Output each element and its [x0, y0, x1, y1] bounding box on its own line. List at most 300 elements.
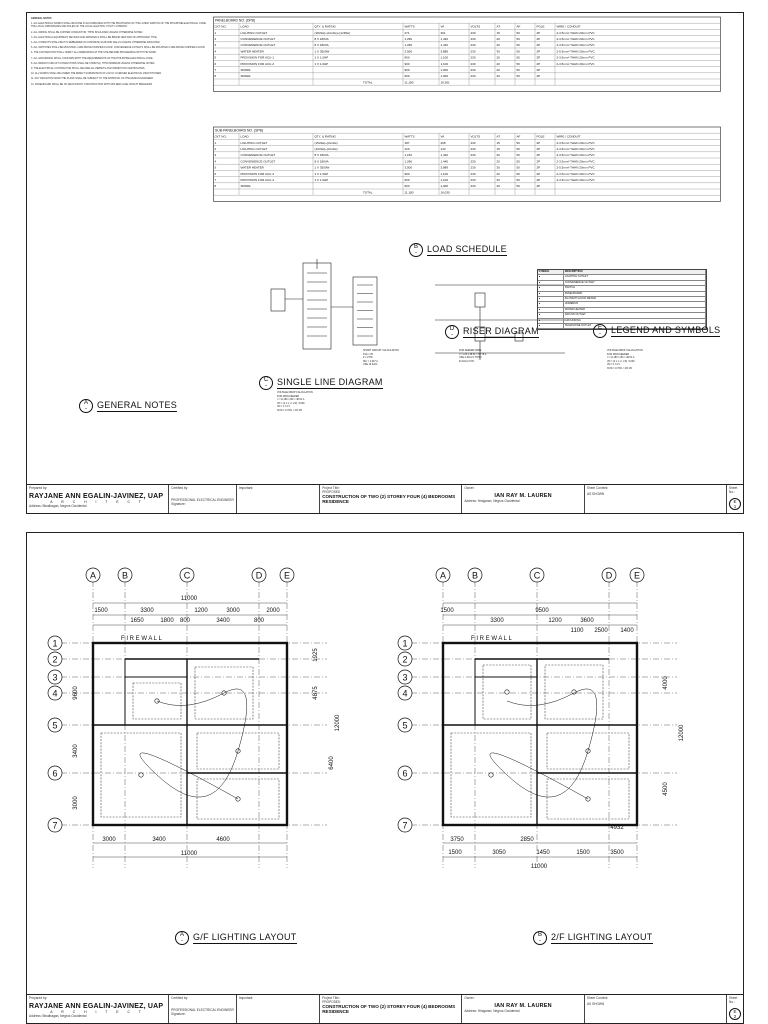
- wiring: [140, 689, 247, 799]
- detail-marker: E -: [593, 324, 607, 338]
- column-header: AT: [496, 134, 501, 139]
- table-cell: 50: [516, 153, 520, 158]
- table-cell: 2P: [536, 165, 541, 170]
- grid-label: B: [471, 570, 479, 581]
- project-label: Project Title:: [322, 486, 340, 490]
- grid-label: 3: [52, 672, 58, 683]
- table-cell: 2-3.5mm² THHN 20mm PVC: [556, 55, 595, 60]
- sf-lighting-plan: [387, 563, 737, 963]
- table-cell: PROVISION FOR ACU-1: [240, 55, 275, 60]
- table-cell: 2-3.5mm² THHN 20mm PVC: [556, 147, 595, 151]
- dim-text: 4875: [313, 686, 319, 700]
- gf-lighting-plan: [37, 563, 387, 963]
- table-cell: 2-3.5mm² THHN 20mm PVC: [556, 61, 595, 66]
- grid-label: 4: [52, 688, 58, 699]
- subpanel-schedule: [214, 127, 721, 201]
- table-cell: 1 X 1.0HP: [314, 171, 329, 176]
- dim-text: 2850: [520, 837, 534, 843]
- legend-cell: ●: [538, 286, 564, 290]
- table-cell: 20: [496, 159, 500, 164]
- column-header: WATTS: [404, 134, 415, 139]
- general-note-item: 2. ALL WIRING SHALL BE COPPER CONDUCTOR, THHN INSULATED UNLESS OTHERWISE NOTED.: [31, 30, 144, 34]
- table-cell: 1,100: [440, 171, 449, 176]
- important-cell: [237, 995, 320, 1023]
- dim-text: 1100: [570, 628, 584, 634]
- table-cell: 2-3.5mm² THHN 20mm PVC: [556, 153, 595, 158]
- detail-marker: B -: [409, 243, 423, 257]
- table-cell: 230: [470, 178, 476, 182]
- sheet-no-cell: [727, 995, 743, 1023]
- table-cell: 2-3.5mm² THHN 20mm PVC: [556, 30, 595, 35]
- dim-text: 4000: [663, 676, 669, 690]
- table-cell: 20: [496, 55, 500, 60]
- column-header: AF: [516, 24, 521, 29]
- column-header: CKT NO.: [214, 24, 227, 29]
- firewall-label: F I R E W A L L: [121, 636, 162, 642]
- table-cell: 5: [214, 55, 217, 60]
- grid-label: 6: [52, 768, 58, 779]
- dim-text: 2500: [594, 628, 608, 634]
- architect-address: Address: Binalbagan, Negros Occidental: [29, 504, 87, 508]
- table-cell: 20: [496, 37, 500, 41]
- table-cell: WATER HEATER: [240, 49, 264, 54]
- lighting-outlet: [139, 773, 143, 777]
- gf-title: G/F LIGHTING LAYOUT: [193, 932, 297, 942]
- dim-text: 3300: [140, 608, 154, 614]
- exterior-wall: [443, 643, 637, 825]
- table-cell: SPARE: [240, 68, 251, 72]
- dim-text: 1925: [313, 648, 319, 662]
- certified-by-cell: [169, 485, 237, 513]
- dim-text: 1500: [94, 608, 108, 614]
- general-notes-caption: [79, 399, 177, 413]
- table-title: SUB-PANELBOARD NO. (SPB): [215, 128, 263, 133]
- general-notes-list: [31, 22, 207, 86]
- project-title-cell: [320, 485, 462, 513]
- table-cell: WATER HEATER: [240, 165, 264, 170]
- table-cell: 1 X 1.0HP: [314, 55, 329, 60]
- table-cell: CONVENIENCE OUTLET: [240, 153, 276, 158]
- important-label: Important:: [238, 486, 254, 490]
- certified-by-cell: [169, 995, 237, 1023]
- table-cell: LIGHTING OUTLET: [240, 140, 268, 145]
- table-cell: 20: [496, 61, 500, 66]
- table-cell: 5: [214, 165, 217, 170]
- table-cell: 8 X 180VA: [314, 153, 329, 158]
- table-cell: 2P: [536, 153, 541, 158]
- sheet-content-label: Sheet Content:: [586, 996, 609, 1000]
- certified-label: Certified by:: [171, 486, 189, 490]
- legend-title: LEGEND AND SYMBOLS: [611, 325, 721, 335]
- table-cell: 3: [214, 43, 217, 48]
- table-cell: 2P: [536, 37, 541, 41]
- grid-label: A: [89, 570, 97, 581]
- legend-cell: GROUNDING: [564, 319, 706, 323]
- legend-cell: ●: [538, 275, 564, 279]
- prepared-by-label: Prepared by:: [29, 996, 48, 1000]
- dim-text: 1500: [440, 608, 454, 614]
- walls: [93, 636, 287, 825]
- sheet-content-value: AS SHOWN: [586, 492, 605, 496]
- prepared-by-label: Prepared by:: [29, 486, 48, 490]
- general-note-item: 1. ALL ELECTRICAL WORKS SHALL BE DONE IN ACCORDANCE WITH THE PROVISIONS OF THE LATEST EDITION OF THE PHILIPPINE ELECTRICAL CODE, THE LOCAL ORDINANCES AND RULES OF THE LOCAL ELECTRIC UTILITY COMPANY.: [31, 22, 207, 29]
- general-note-item: 11. ANY DEVIATION FROM THE PLANS SHALL BE SUBJECT TO THE APPROVAL OF THE DESIGN ENGINEER.: [31, 77, 154, 81]
- table-cell: 8: [214, 184, 217, 189]
- grid-label: D: [255, 570, 263, 581]
- dim-text: 3400: [152, 837, 166, 843]
- prepared-by-cell: [27, 485, 169, 513]
- panelboard-schedule: [214, 17, 721, 91]
- dim-text: 1500: [448, 850, 462, 856]
- column-header: LOAD: [240, 134, 249, 139]
- table-cell: 230: [470, 171, 476, 176]
- project-title: CONSTRUCTION OF TWO (2) STOREY FOUR (4) BEDROOMS RESIDENCE: [322, 494, 456, 504]
- dim-text: 9500: [535, 608, 549, 614]
- sheet-letter: E: [733, 1009, 737, 1014]
- sheet-content-value: AS SHOWN: [586, 1002, 605, 1006]
- table-cell: 8: [214, 74, 217, 79]
- table-cell: 50: [516, 61, 520, 66]
- architect-address: Address: Binalbagan, Negros Occidental: [29, 1014, 87, 1018]
- table-cell: 2-5.5mm² THHN 20mm PVC: [556, 165, 595, 170]
- gf-caption: [175, 931, 297, 945]
- table-cell: 1,000: [440, 68, 449, 72]
- table-cell: 230: [470, 184, 476, 189]
- legend-cell: PANELBOARD: [564, 292, 706, 296]
- table-cell: 1 X 1.0HP: [314, 61, 329, 66]
- table-cell: 230: [470, 147, 476, 151]
- general-notes-heading: GENERAL NOTES: [31, 17, 52, 20]
- table-cell: 2: [214, 37, 217, 41]
- legend-cell: CONVENIENCE OUTLET: [564, 281, 706, 285]
- general-note-item: 7. ALL GROUNDING SHALL CONFORM WITH THE REQUIREMENTS OF THE PHILIPPINE ELECTRICAL CODE.: [31, 56, 154, 60]
- grid-label: 1: [52, 638, 58, 649]
- table-cell: 900: [404, 171, 410, 176]
- table-cell: 900: [404, 74, 410, 79]
- table-cell: 2-3.5mm² THHN 20mm PVC: [556, 178, 595, 182]
- right-dimensions: [313, 648, 341, 770]
- dim-text: 11000: [530, 864, 548, 870]
- side-dimensions: [663, 676, 685, 796]
- table-cell: 143: [440, 147, 446, 151]
- table-cell: 1,440: [440, 159, 449, 164]
- detail-marker: C -: [259, 376, 273, 390]
- dim-text: 3600: [580, 618, 594, 624]
- firewall-label: F I R E W A L L: [471, 636, 512, 642]
- table-cell: 230: [470, 55, 476, 60]
- general-note-item: 8. ALL BRANCH CIRCUIT CONDUCTORS SHALL BE 3.5MM SQ. THHN MINIMUM UNLESS OTHERWISE NOTED.: [31, 61, 155, 65]
- table-cell: (18x9w)+(4x13w)+(1x38w): [314, 30, 351, 35]
- table-cell: 6: [214, 61, 217, 66]
- legend-cell: ●: [538, 302, 564, 306]
- project-sub: PROPOSED: [322, 490, 341, 494]
- detail-marker: B -: [533, 931, 547, 945]
- table-cell: 2P: [536, 147, 541, 151]
- general-note-item: 6. THE CONTRACTOR SHALL VERIFY ALL DIMENSIONS AT THE SITE BEFORE PROCEEDING WITH THE WORK.: [31, 51, 157, 55]
- grid-label: 5: [402, 720, 408, 731]
- sf-caption: [533, 931, 653, 945]
- legend-cell: ●: [538, 308, 564, 312]
- table-cell: 2P: [536, 55, 541, 60]
- sheet-content-label: Sheet Content:: [586, 486, 609, 490]
- table-cell: CONVENIENCE OUTLET: [240, 43, 276, 48]
- table-cell: SPARE: [240, 74, 251, 79]
- table-cell: 1,000: [440, 74, 449, 79]
- total-va: 16,361: [440, 80, 450, 85]
- legend-cell: HOMERUN: [564, 302, 706, 306]
- table-cell: 20: [496, 68, 500, 72]
- important-cell: [237, 485, 320, 513]
- table-cell: 20: [496, 74, 500, 79]
- table-cell: 900: [404, 178, 410, 182]
- table-cell: 30: [496, 49, 500, 54]
- table-cell: 230: [470, 49, 476, 54]
- column-header: QTY. & RATING: [314, 134, 336, 139]
- table-title: PANELBOARD NO. (DPB): [215, 18, 256, 23]
- table-cell: 1,100: [440, 55, 449, 60]
- table-cell: 2P: [536, 171, 541, 176]
- lighting-outlet: [489, 773, 493, 777]
- table-cell: 50: [516, 147, 520, 151]
- table-cell: 20: [496, 178, 500, 182]
- dim-text: 11000: [180, 596, 198, 602]
- owner-address: Address: Hinigaran, Negros Occidental: [464, 499, 520, 503]
- project-title: CONSTRUCTION OF TWO (2) STOREY FOUR (4) BEDROOMS RESIDENCE: [322, 1004, 456, 1014]
- table-cell: 2-3.5mm² THHN 20mm PVC: [556, 159, 595, 164]
- grid-label: A: [439, 570, 447, 581]
- short-circuit-calc: SHORT CIRCUIT CALCULATION KVA = 25 Z = 2.5% ISC = 4,347 A USE 10 KAIC: [363, 349, 399, 367]
- table-cell: 15: [496, 30, 500, 35]
- riser-title: RISER DIAGRAM: [463, 326, 539, 336]
- table-cell: 30: [496, 165, 500, 170]
- certified-label: Certified by:: [171, 996, 189, 1000]
- table-cell: 3,500: [404, 165, 413, 170]
- single-line-title: SINGLE LINE DIAGRAM: [277, 377, 383, 387]
- legend-table: [537, 269, 707, 330]
- table-cell: 230: [470, 74, 476, 79]
- general-note-item: 10. ALL WORKS SHALL BE UNDER THE DIRECT SUPERVISION OF A DULY LICENSED ELECTRICAL PRACTITIONER.: [31, 72, 162, 76]
- table-cell: 7: [214, 178, 217, 182]
- table-cell: 1,440: [440, 43, 449, 48]
- sheet-e2: [26, 532, 744, 1024]
- table-cell: 8 X 180VA: [314, 43, 329, 48]
- legend-cell: SYMBOL: [538, 270, 564, 274]
- table-cell: 15: [496, 147, 500, 151]
- dim-text: 1500: [576, 850, 590, 856]
- dim-text: 9600: [73, 686, 79, 700]
- table-cell: 2P: [536, 74, 541, 79]
- dim-text: 11000: [180, 851, 198, 857]
- owner-label: Owner:: [464, 996, 475, 1000]
- project-sub: PROPOSED: [322, 1000, 341, 1004]
- grid-label: B: [121, 570, 129, 581]
- table-cell: 900: [404, 61, 410, 66]
- sheet-content-cell: [585, 995, 727, 1023]
- architect-title: A R C H I T E C T: [50, 1010, 145, 1014]
- table-cell: 2P: [536, 49, 541, 54]
- owner-name: IAN RAY M. LAUREN: [494, 1003, 552, 1009]
- certified-sub: PROFESSIONAL ELECTRICAL ENGINEER: [171, 498, 234, 502]
- sheet-no-label: Sheet No.:: [729, 996, 738, 1004]
- table-cell: 2P: [536, 30, 541, 35]
- table-cell: 1,296: [404, 37, 413, 41]
- signature-label: Signature:: [171, 502, 186, 506]
- table-cell: 230: [470, 165, 476, 170]
- table-cell: 2P: [536, 178, 541, 182]
- rooms: [101, 667, 279, 819]
- dim-text: 3400: [216, 618, 230, 624]
- table-cell: 1 X 1.0HP: [314, 178, 329, 182]
- table-cell: 50: [516, 165, 520, 170]
- wiring-run: [140, 689, 247, 799]
- table-cell: (10x9w)+(3x13w): [314, 147, 338, 151]
- owner-cell: [462, 485, 585, 513]
- table-cell: 2P: [536, 140, 541, 145]
- column-header: WIRE / CONDUIT: [556, 134, 581, 139]
- general-note-item: 4. ALL CONDUITS SHALL BE PVC EMBEDDED IN CONCRETE SLAB AND WALLS UNLESS OTHERWISE INDICATED.: [31, 41, 161, 45]
- table-cell: 900: [404, 55, 410, 60]
- table-cell: 50: [516, 49, 520, 54]
- owner-label: Owner:: [464, 486, 475, 490]
- owner-address: Address: Hinigaran, Negros Occidental: [464, 1009, 520, 1013]
- table-cell: 3,889: [440, 165, 449, 170]
- prepared-by-cell: [27, 995, 169, 1023]
- total-va: 16,030: [440, 190, 450, 195]
- table-cell: 230: [470, 37, 476, 41]
- table-cell: 50: [516, 30, 520, 35]
- table-cell: 50: [516, 68, 520, 72]
- table-cell: 2P: [536, 68, 541, 72]
- table-cell: 1 X 3500W: [314, 165, 330, 170]
- load-schedule-title: LOAD SCHEDULE: [427, 244, 507, 254]
- grid-label: 7: [52, 820, 58, 831]
- table-cell: 2-3.5mm² THHN 20mm PVC: [556, 37, 595, 41]
- table-cell: 50: [516, 159, 520, 164]
- table-cell: 1: [214, 140, 217, 145]
- title-block: [27, 484, 743, 513]
- architect-name: RAYJANE ANN EGALIN-JAVINEZ, UAP: [29, 493, 164, 500]
- table-cell: 2P: [536, 159, 541, 164]
- general-notes-text: [31, 17, 207, 397]
- table-cell: 1,000: [440, 184, 449, 189]
- grid-label: C: [183, 570, 191, 581]
- dim-text: 3400: [73, 744, 79, 758]
- table-cell: LIGHTING OUTLET: [240, 147, 268, 151]
- dim-text: 1450: [536, 850, 550, 856]
- signature-label: Signature:: [171, 1012, 186, 1016]
- feeder-calc: FOR FEEDER WIRE I = 1.25 x 48.61 = 60.76 A USE 2-30mm² THHN IN 32mm PVC: [459, 349, 487, 363]
- grid-label: 2: [402, 654, 408, 665]
- table-cell: 8 X 180VA: [314, 159, 329, 164]
- table-cell: 2: [214, 147, 217, 151]
- total-label: TOTAL: [363, 190, 373, 195]
- dim-text: 6400: [329, 756, 335, 770]
- table-cell: 50: [516, 140, 520, 145]
- owner-cell: [462, 995, 585, 1023]
- dim-text: 3000: [226, 608, 240, 614]
- table-cell: 1,100: [440, 61, 449, 66]
- general-note-item: 5. ALL SWITCHES SHALL BE MOUNTED 1.40M ABOVE FINISHED FLOOR. CONVENIENCE OUTLETS SHALL BE MOUNTED 0.30M ABOVE FINISHED FLOOR.: [31, 46, 206, 50]
- table-cell: 6: [214, 171, 217, 176]
- riser-caption: [445, 325, 539, 339]
- legend-cell: AIRCON OUTLET: [564, 313, 706, 317]
- legend-cell: ●: [538, 297, 564, 301]
- column-header: CKT NO.: [214, 134, 227, 139]
- grid-label: C: [533, 570, 541, 581]
- table-cell: 2-3.5mm² THHN 20mm PVC: [556, 43, 595, 48]
- column-header: AT: [496, 24, 501, 29]
- general-note-item: 12. PANELBOARD SHALL BE OF DEAD FRONT CONSTRUCTION WITH MOLDED CASE CIRCUIT BREAKERS.: [31, 82, 153, 86]
- walls: [443, 636, 637, 825]
- grid-label: E: [633, 570, 641, 581]
- grid-label: D: [605, 570, 613, 581]
- table-cell: 301: [440, 30, 446, 35]
- table-cell: 4: [214, 159, 217, 164]
- legend-cell: ●: [538, 292, 564, 296]
- table-cell: 900: [404, 68, 410, 72]
- grid-label: 1: [402, 638, 408, 649]
- dim-text: 12000: [335, 714, 341, 732]
- table-cell: LIGHTING OUTLET: [240, 30, 268, 35]
- dim-text: 3750: [450, 837, 464, 843]
- table-cell: PROVISION FOR ACU-2: [240, 61, 275, 66]
- table-cell: 8 X 180VA: [314, 37, 329, 41]
- table-cell: 4: [214, 49, 217, 54]
- table-cell: 1,100: [440, 178, 449, 182]
- column-header: WIRE / CONDUIT: [556, 24, 581, 29]
- column-header: QTY. & RATING: [314, 24, 336, 29]
- table-cell: 1: [214, 30, 217, 35]
- column-header: VOLTS: [470, 134, 481, 139]
- legend-cell: ●: [538, 319, 564, 323]
- sf-title: 2/F LIGHTING LAYOUT: [551, 932, 653, 942]
- table-cell: 50: [516, 37, 520, 41]
- table-cell: 50: [516, 171, 520, 176]
- column-header: AF: [516, 134, 521, 139]
- sheet-number: 1: [733, 504, 737, 509]
- dim-text: 3000: [73, 796, 79, 810]
- dim-text: 1200: [548, 618, 562, 624]
- dim-text: 1400: [620, 628, 634, 634]
- total-watts: 11,180: [404, 80, 414, 85]
- lighting-outlet: [505, 690, 509, 694]
- sheet-no-label: Sheet No.:: [729, 486, 738, 494]
- detail-marker: A -: [79, 399, 93, 413]
- dim-text: 1650: [130, 618, 144, 624]
- sheet-number-marker: [729, 498, 741, 510]
- table-cell: 50: [516, 184, 520, 189]
- dim-text: 1200: [194, 608, 208, 614]
- general-note-item: 3. ALL ELECTRICAL EQUIPMENT, DEVICES AND MATERIALS SHALL BE BRAND NEW AND OF APPROVED TYPE.: [31, 35, 158, 39]
- grid-label: 5: [52, 720, 58, 731]
- table-cell: 50: [516, 74, 520, 79]
- table-cell: 1,440: [440, 153, 449, 158]
- grid-label: 2: [52, 654, 58, 665]
- table-cell: 50: [516, 178, 520, 182]
- dim-text: 3050: [492, 850, 506, 856]
- table-cell: PROVISION FOR ACU-4: [240, 178, 275, 182]
- legend-cell: ●: [538, 281, 564, 285]
- dim-text: 3500: [610, 850, 624, 856]
- side-dimensions: [73, 686, 79, 810]
- title-block: [27, 994, 743, 1023]
- table-cell: 187: [404, 140, 410, 145]
- table-cell: 1,296: [404, 43, 413, 48]
- table-cell: 230: [470, 153, 476, 158]
- table-cell: 3,889: [440, 49, 449, 54]
- grid-label: 6: [402, 768, 408, 779]
- dim-text: 3000: [102, 837, 116, 843]
